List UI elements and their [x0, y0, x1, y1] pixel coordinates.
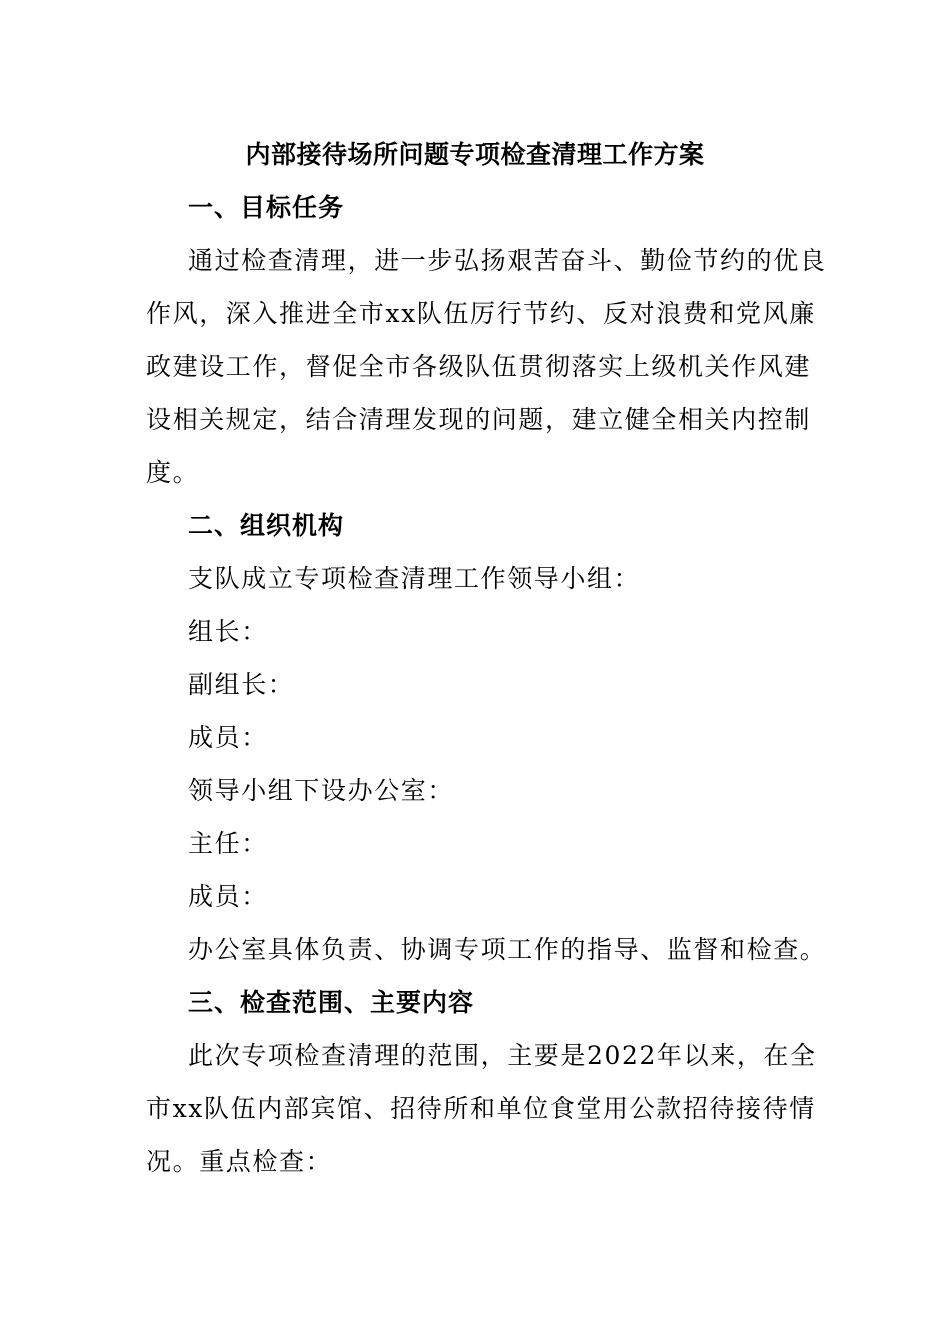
paragraph-line: 况。重点检查：	[146, 1147, 333, 1176]
org-line: 成员：	[188, 723, 268, 752]
org-line: 成员：	[188, 882, 268, 911]
org-line: 副组长：	[188, 670, 295, 699]
org-line: 支队成立专项检查清理工作领导小组：	[188, 564, 641, 593]
section-heading-goals: 一、目标任务	[188, 193, 345, 222]
section-heading-scope: 三、检查范围、主要内容	[188, 988, 475, 1017]
org-line: 办公室具体负责、协调专项工作的指导、监督和检查。	[188, 935, 827, 964]
org-line: 组长：	[188, 617, 268, 646]
document-title: 内部接待场所问题专项检查清理工作方案	[245, 140, 705, 169]
paragraph-line: 市xx队伍内部宾馆、招待所和单位食堂用公款招待接待情	[146, 1094, 816, 1123]
paragraph-line: 度。	[146, 458, 200, 487]
paragraph-line: 作风，深入推进全市xx队伍厉行节约、反对浪费和党风廉	[146, 299, 816, 328]
section-heading-organization: 二、组织机构	[188, 511, 345, 540]
paragraph-line: 政建设工作，督促全市各级队伍贯彻落实上级机关作风建	[146, 352, 812, 381]
org-line: 领导小组下设办公室：	[188, 776, 455, 805]
org-line: 主任：	[188, 829, 268, 858]
paragraph-line: 此次专项检查清理的范围，主要是2022年以来，在全	[188, 1041, 817, 1070]
paragraph-line: 设相关规定，结合清理发现的问题，建立健全相关内控制	[146, 405, 812, 434]
paragraph-line: 通过检查清理，进一步弘扬艰苦奋斗、勤俭节约的优良	[188, 246, 827, 275]
